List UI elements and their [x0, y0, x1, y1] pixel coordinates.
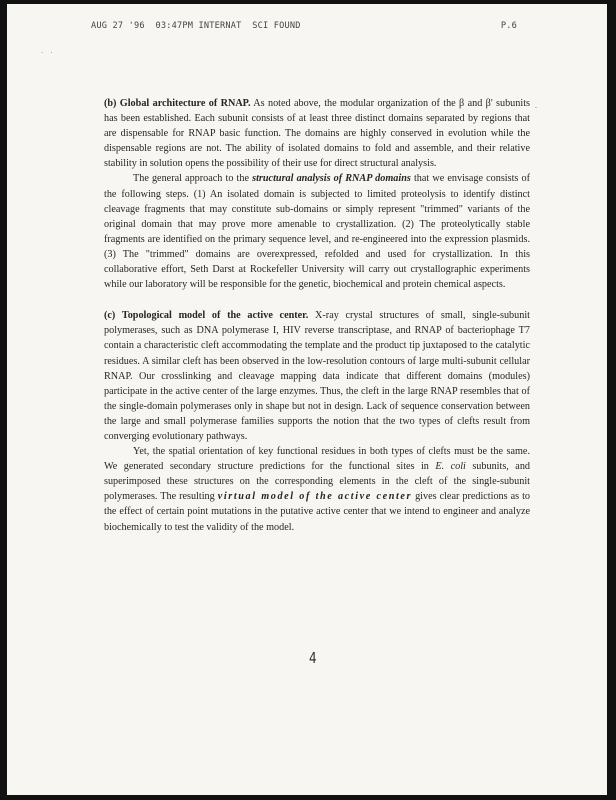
scan-speck: .	[535, 101, 537, 110]
fax-header-date-sender: AUG 27 '96 03:47PM INTERNAT SCI FOUND	[91, 21, 301, 31]
section-b-text-1: As noted above, the modular organization of the β and β' subunits has been established. Each subunit consists of at least three distinct domains separated by regions that are dispensable for RNAP basic function. The domains are highly conserved in evolution while the dispensable regions are not. The ability of isolated domains to fold and assemble, and their relative stability in solution opens the possibility of their use for direct structural analysis.	[104, 98, 530, 170]
section-c-paragraph-2	[104, 444, 530, 535]
section-c-paragraph-1	[104, 308, 530, 444]
section-c-heading: (c) Topological model of the active center.	[104, 310, 309, 322]
section-b-paragraph-1	[104, 96, 530, 171]
section-c-emphasis: virtual model of the active center	[217, 491, 413, 503]
page-number: 4	[308, 649, 317, 667]
section-c-species: E. coli	[435, 461, 466, 473]
fax-header-page: P.6	[500, 21, 517, 31]
fax-page	[7, 4, 607, 795]
section-b-paragraph-2	[104, 171, 530, 292]
scan-specks: · ·	[41, 49, 53, 57]
section-b-text-2a: The general approach to the	[133, 173, 253, 185]
section-c-text-2b: subunits, and superimposed these structures on the corresponding elements in the cleft of the single-subunit polymerases. The resulting	[104, 461, 531, 503]
section-c-text-1: X-ray crystal structures of small, single-subunit polymerases, such as DNA polymerase I, HIV reverse transcriptase, and RNAP of bacteriophage T7 contain a characteristic cleft accommodating the template and the product tip juxtaposed to the catalytic residues. A similar cleft has been observed in the low-resolution contours of large multi-subunit cellular RNAP. Our crosslinking and cleavage mapping data indicate that different domains (modules) participate in the active center of the large enzymes. Thus, the cleft in the large RNAP resembles that of the single-domain polymerases only in shape but not in design. Lack of sequence conservation between the large and small polymerase families supports the notion that the two types of clefts result from converging evolutionary pathways.	[104, 310, 530, 442]
section-c-text-2c: gives clear predictions as to the effect of certain point mutations in the putative active center that we intend to engineer and analyze biochemically to test the validity of the model.	[104, 491, 530, 533]
section-c-text-2a: Yet, the spatial orientation of key functional residues in both types of clefts must be the same. We generated secondary structure predictions for the functional sites in	[104, 446, 530, 473]
section-spacer	[104, 292, 530, 308]
section-b-emphasis: structural analysis of RNAP domains	[252, 173, 411, 185]
document-body	[104, 96, 530, 535]
section-b-text-2b: that we envisage consists of the following steps. (1) An isolated domain is subjected to limited proteolysis to identify distinct cleavage fragments that may constitute sub-domains or simply represent "trimmed" variants of the original domain that may prove more amenable to crystallization. (2) The proteolytically stable fragments are identified on the primary sequence level, and re-engineered into the expression plasmids. (3) The "trimmed" domains are overexpressed, refolded and used for crystallization. In this collaborative effort, Seth Darst at Rockefeller University will carry out crystallographic experiments while our laboratory will be responsible for the genetic, biochemical and protein chemical aspects.	[104, 173, 530, 291]
section-b-heading: (b) Global architecture of RNAP.	[104, 98, 251, 109]
